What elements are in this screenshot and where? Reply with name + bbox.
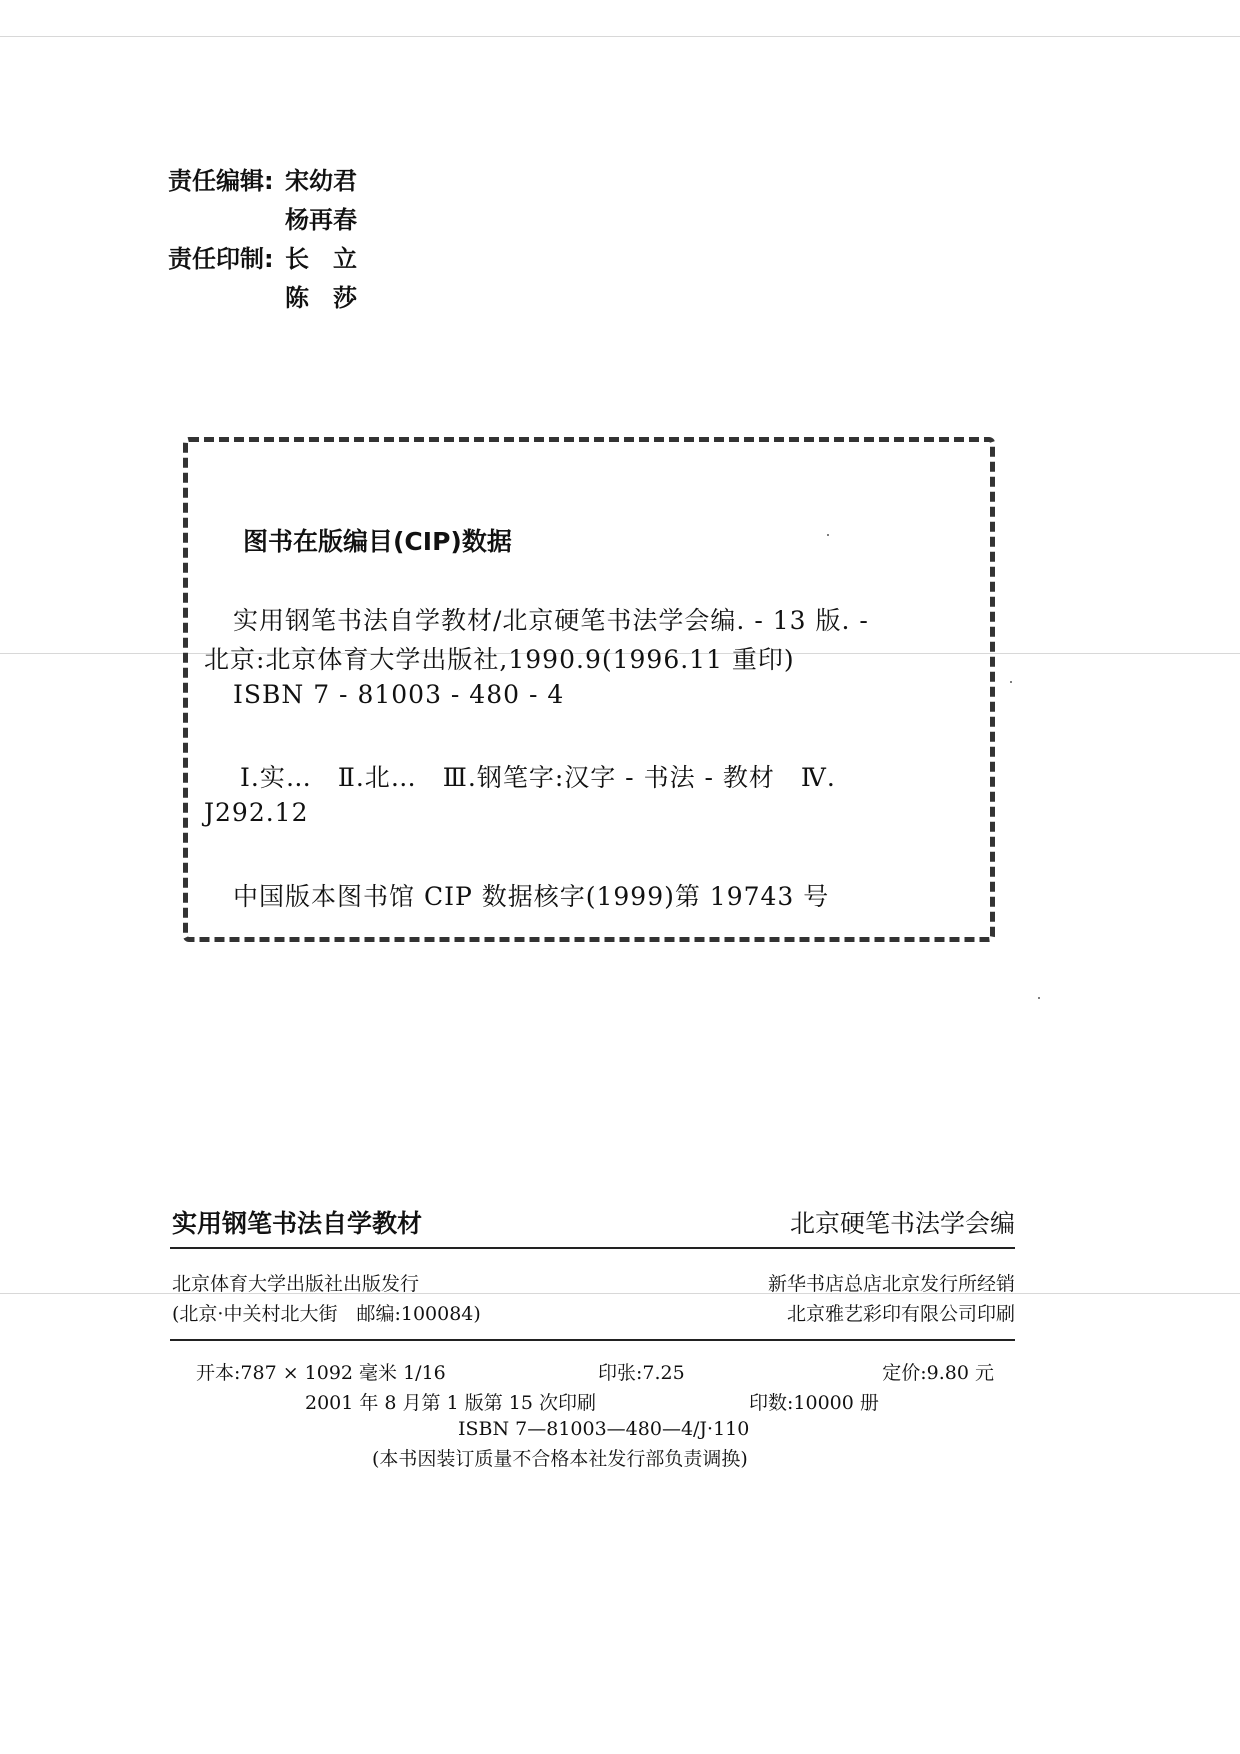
colophon-notice: (本书因装订质量不合格本社发行部负责调换) (372, 1448, 748, 1470)
editor-label: 责任编辑: (168, 167, 274, 195)
printing-name-2: 陈 莎 (285, 284, 357, 312)
printing-name-1: 长 立 (285, 245, 357, 273)
colophon-edition: 2001 年 8 月第 1 版第 15 次印刷 (305, 1392, 596, 1414)
colophon-printer: 北京雅艺彩印有限公司印刷 (786, 1303, 1015, 1325)
cip-classification-2: J292.12 (204, 798, 309, 827)
colophon-sheets: 印张:7.25 (598, 1362, 685, 1384)
colophon-format: 开本:787 × 1092 毫米 1/16 (196, 1362, 446, 1384)
colophon-print-run: 印数:10000 册 (749, 1392, 879, 1414)
colophon-publisher: 北京体育大学出版社出版发行 (172, 1273, 420, 1295)
scan-line-top (0, 36, 1240, 37)
cip-isbn: ISBN 7 - 81003 - 480 - 4 (233, 680, 565, 709)
speck (1010, 681, 1012, 683)
colophon-price: 定价:9.80 元 (882, 1362, 994, 1384)
printing-label: 责任印制: (168, 245, 274, 273)
colophon-isbn: ISBN 7—81003—480—4/J·110 (458, 1418, 750, 1440)
editor-name-2: 杨再春 (285, 206, 357, 234)
colophon-distributor: 新华书店总店北京发行所经销 (767, 1273, 1015, 1295)
cip-line-2: 北京:北京体育大学出版社,1990.9(1996.11 重印) (204, 645, 795, 674)
colophon-rule-2 (170, 1339, 1015, 1341)
speck (1038, 997, 1040, 999)
editor-credit (168, 161, 357, 196)
colophon-book-title: 实用钢笔书法自学教材 (172, 1209, 423, 1238)
speck (827, 534, 829, 536)
colophon-author: 北京硬笔书法学会编 (789, 1209, 1015, 1238)
cip-title: 图书在版编目(CIP)数据 (243, 527, 512, 556)
cip-classification-1: Ⅰ.实… Ⅱ.北… Ⅲ.钢笔字:汉字 - 书法 - 教材 Ⅳ. (240, 763, 836, 792)
colophon-address: (北京·中关村北大街 邮编:100084) (172, 1303, 481, 1325)
cip-verification: 中国版本图书馆 CIP 数据核字(1999)第 19743 号 (233, 882, 830, 911)
colophon-rule-1 (170, 1247, 1015, 1249)
printing-credit (168, 239, 357, 274)
cip-line-1: 实用钢笔书法自学教材/北京硬笔书法学会编. - 13 版. - (233, 606, 869, 635)
editor-name-1: 宋幼君 (285, 167, 357, 195)
